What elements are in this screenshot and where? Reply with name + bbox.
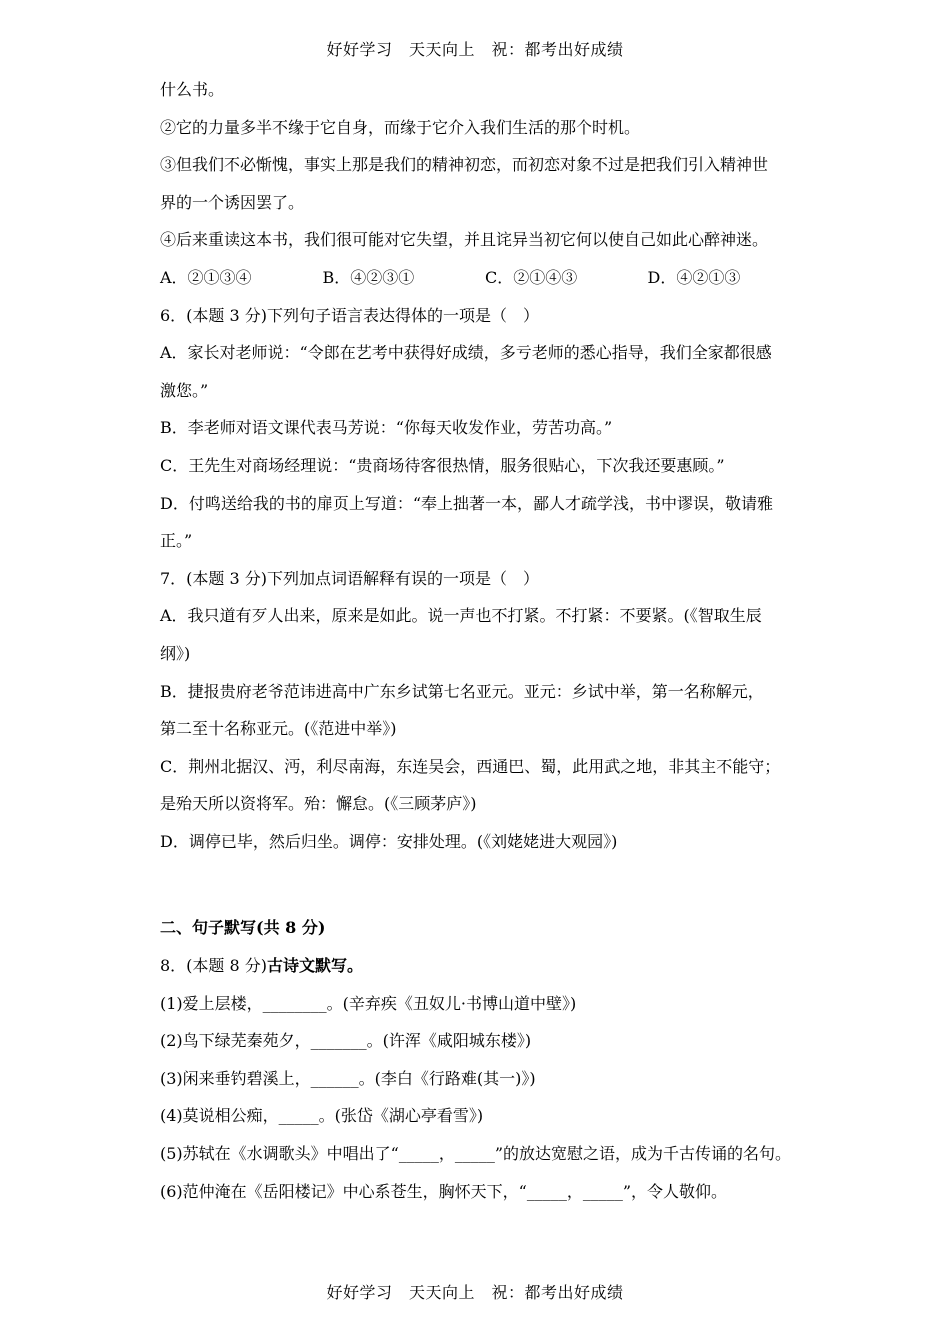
q5-sentence-3-cont: 界的一个诱因罢了。 [160,192,305,212]
q5-options [160,266,810,304]
q5-option-b: B．④②③① [322,267,415,287]
q8-stem [160,954,810,992]
q8-item-6: (6)范仲淹在《岳阳楼记》中心系苍生，胸怀天下，“_____，_____”，令人敬仰。 [160,1181,728,1201]
q5-option-c: C．②①④③ [485,267,578,287]
q7-stem: 7．(本题 3 分)下列加点词语解释有误的一项是（ ） [160,568,540,588]
q5-continuation: 什么书。 [160,80,225,99]
q6-option-a-cont: 激您。” [160,380,209,400]
q8-stem-bold: 古诗文默写。 [267,956,364,976]
page-header: 好好学习 天天向上 祝：都考出好成绩 [326,40,624,59]
q7-option-b: B．捷报贵府老爷范讳进高中广东乡试第七名亚元。亚元：乡试中举，第一名称解元， [160,681,764,701]
q7-option-c: C．荆州北据汉、沔，利尽南海，东连吴会，西通巴、蜀，此用武之地，非其主不能守； [160,756,781,776]
q7-option-a-cont: 纲》) [160,643,191,663]
q7-option-b-cont: 第二至十名称亚元。(《范进中举》) [160,719,397,739]
q5-option-a: A．②①③④ [160,267,252,287]
q8-stem-prefix: 8．(本题 8 分) [160,956,268,976]
q8-item-2: (2)鸟下绿芜秦苑夕，_______。(许浑《咸阳城东楼》) [160,1031,532,1051]
q5-sentence-3: ③但我们不必惭愧，事实上那是我们的精神初恋，而初恋对象不过是把我们引入精神世 [160,155,769,175]
q7-option-a: A．我只道有歹人出来，原来是如此。说一声也不打紧。不打紧：不要紧。(《智取生辰 [160,606,762,626]
q6-option-d-cont: 正。” [160,531,193,551]
q6-option-b: B．李老师对语文课代表马芳说：“你每天收发作业，劳苦功高。” [160,418,613,438]
page-footer: 好好学习 天天向上 祝：都考出好成绩 [326,1283,624,1302]
section-gap [160,867,810,916]
q6-option-c: C．王先生对商场经理说：“贵商场待客很热情，服务很贴心，下次我还要惠顾。” [160,455,725,475]
page-content [160,78,810,1217]
q7-option-d: D．调停已毕，然后归坐。调停：安排处理。(《刘姥姥进大观园》) [160,831,618,851]
q6-option-d: D．付鸣送给我的书的扉页上写道：“奉上拙著一本，鄙人才疏学浅，书中谬误，敬请雅 [160,493,774,513]
q6-option-a: A．家长对老师说：“令郎在艺考中获得好成绩，多亏老师的悉心指导，我们全家都很感 [160,343,772,363]
q6-stem: 6．(本题 3 分)下列句子语言表达得体的一项是（ ） [160,305,540,325]
q5-option-d: D．④②①③ [647,267,741,287]
q8-item-5: (5)苏轼在《水调歌头》中唱出了“_____，_____”的放达宽慰之语，成为千古传诵的名句。 [160,1144,792,1164]
q8-item-3: (3)闲来垂钓碧溪上，______。(李白《行路难(其一)》) [160,1068,536,1088]
q5-sentence-4: ④后来重读这本书，我们很可能对它失望，并且诧异当初它何以使自己如此心醉神迷。 [160,230,769,250]
q8-item-1: (1)爱上层楼，________。(辛弃疾《丑奴儿·书博山道中壁》) [160,993,577,1013]
q5-sentence-2: ②它的力量多半不缘于它自身，而缘于它介入我们生活的那个时机。 [160,117,641,137]
q7-option-c-cont: 是殆天所以资将军。殆：懈怠。(《三顾茅庐》) [160,794,477,814]
section-2-title: 二、句子默写(共 8 分) [160,918,326,938]
q8-item-4: (4)莫说相公痴，_____。(张岱《湖心亭看雪》) [160,1106,484,1126]
